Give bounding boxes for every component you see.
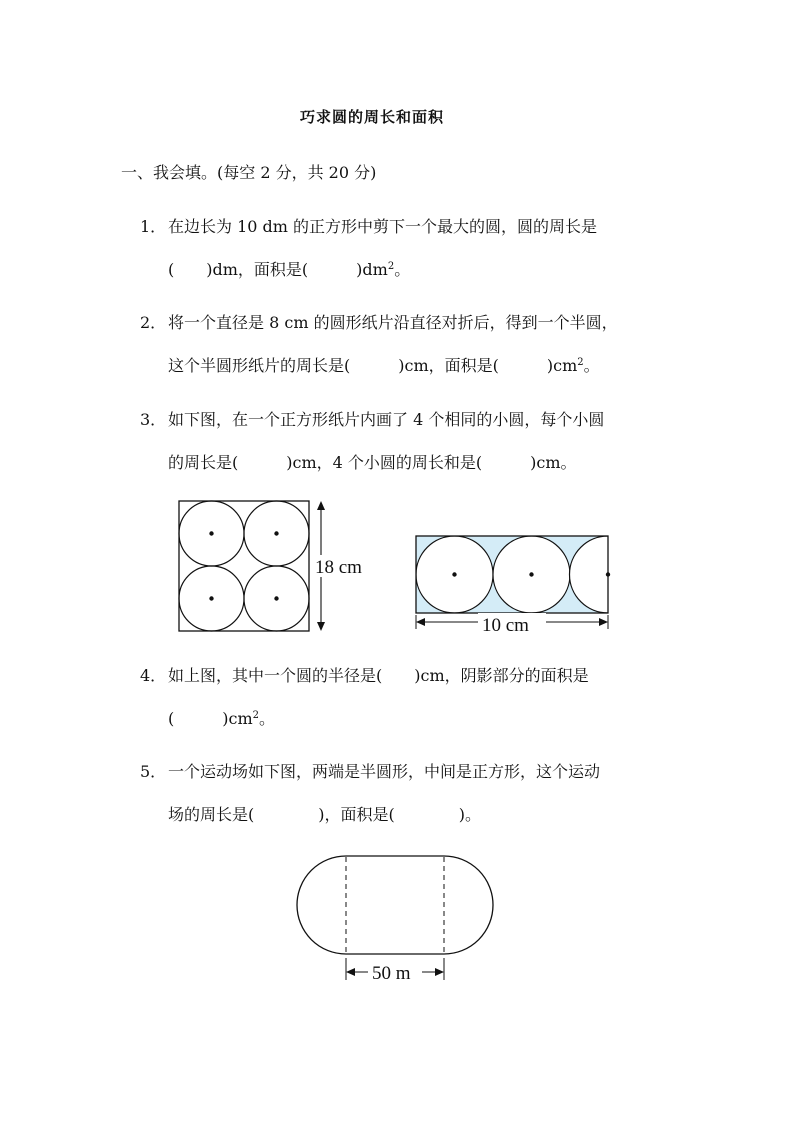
question-3-number: 3． — [140, 410, 167, 429]
question-5-line2: 场的周长是( )，面积是( )。 — [168, 805, 481, 824]
question-3-line2: 的周长是( )cm，4 个小圆的周长和是( )cm。 — [168, 453, 577, 472]
circle-center-dot — [209, 596, 213, 600]
arrow-up-icon — [317, 501, 325, 510]
question-4-line2 — [168, 709, 275, 729]
question-1-end: 。 — [394, 260, 411, 279]
arrow-left-icon — [416, 618, 425, 626]
question-2-superscript: 2 — [577, 357, 584, 368]
page-title: 巧求圆的周长和面积 — [300, 108, 445, 126]
question-2-line1: 将一个直径是 8 cm 的圆形纸片沿直径对折后，得到一个半圆， — [168, 313, 618, 332]
question-1-superscript: 2 — [387, 261, 395, 272]
circle-center-dot — [209, 531, 213, 535]
shaded-rectangle-figure — [410, 530, 620, 635]
circle-center-dot — [274, 596, 278, 600]
question-4-blanks: ( )cm — [168, 709, 253, 728]
question-2-end: 。 — [583, 356, 600, 375]
circle-center-dot — [529, 572, 533, 576]
circle-center-dot — [452, 572, 456, 576]
section-heading: 一、我会填。(每空 2 分，共 20 分) — [121, 163, 377, 182]
question-4-number: 4． — [140, 666, 167, 685]
sports-field-figure — [290, 850, 500, 990]
question-2-number: 2． — [140, 313, 167, 332]
question-1-line2 — [168, 260, 410, 280]
circle-center-dot — [606, 572, 610, 576]
question-4-line1: 如上图，其中一个圆的半径是( )cm，阴影部分的面积是 — [168, 666, 589, 685]
question-1-number: 1． — [140, 217, 167, 236]
question-2-blanks: 这个半圆形纸片的周长是( )cm，面积是( )cm — [168, 356, 578, 375]
field-outline — [297, 856, 493, 954]
circle-center-dot — [274, 531, 278, 535]
outer-square — [179, 501, 309, 631]
arrow-right-icon — [599, 618, 608, 626]
question-5-line1: 一个运动场如下图，两端是半圆形，中间是正方形，这个运动 — [168, 762, 601, 781]
square-four-circles-figure — [170, 495, 380, 640]
question-1-blanks: ( )dm，面积是( )dm — [168, 260, 388, 279]
square-side-label: 18 cm — [315, 557, 362, 578]
question-3-line1: 如下图，在一个正方形纸片内画了 4 个相同的小圆，每个小圆 — [168, 410, 605, 429]
arrow-right-icon — [435, 968, 444, 976]
question-1-line1: 在边长为 10 dm 的正方形中剪下一个最大的圆，圆的周长是 — [168, 217, 598, 236]
arrow-left-icon — [346, 968, 355, 976]
field-width-label: 50 m — [372, 963, 411, 984]
question-4-superscript: 2 — [252, 710, 259, 721]
question-5-number: 5． — [140, 762, 167, 781]
question-4-end: 。 — [259, 709, 276, 728]
rectangle-width-label: 10 cm — [482, 615, 529, 635]
arrow-down-icon — [317, 622, 325, 631]
question-2-line2 — [168, 356, 600, 376]
